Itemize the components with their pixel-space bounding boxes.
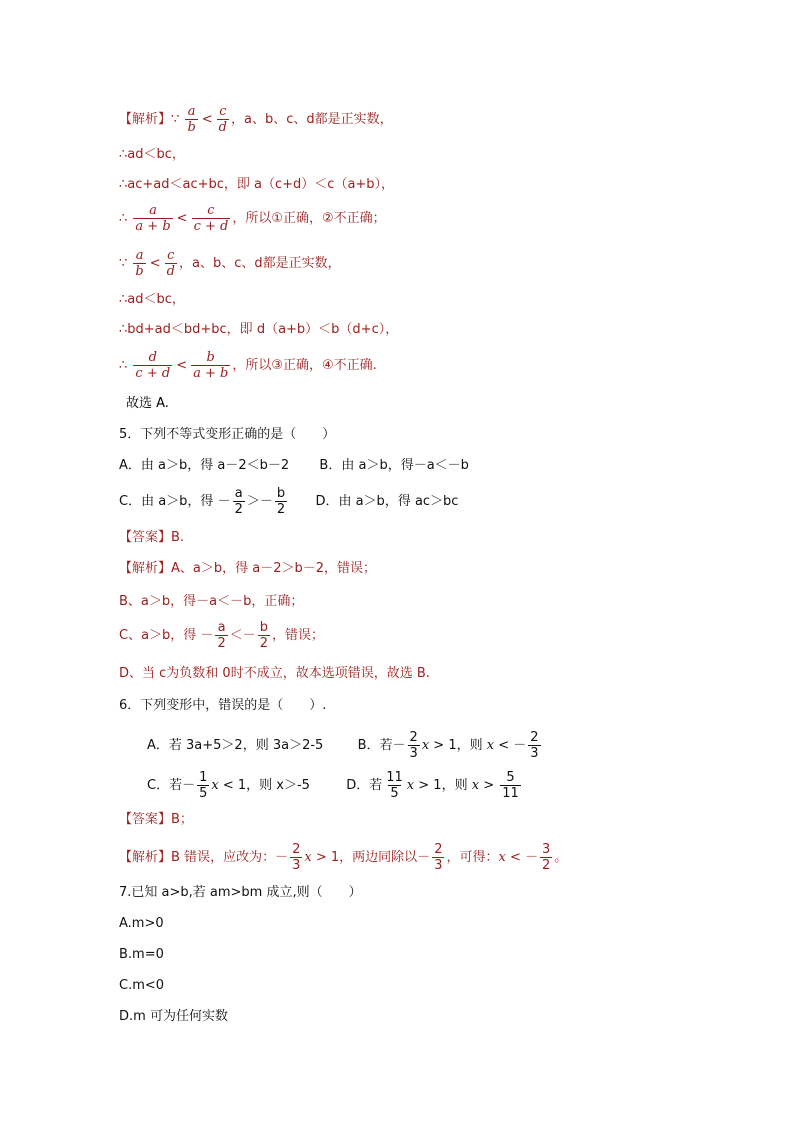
solution-text: ，a、b、c、d都是正实数，	[231, 112, 393, 127]
question-6-options-ab	[147, 730, 543, 761]
question-5-explanation-1	[119, 559, 376, 579]
fraction-a-over-b: $\frac{a}{b}$	[187, 104, 196, 135]
option-c-result: ，则 x＞-5	[246, 778, 310, 793]
option-c-math: － $\frac{1}{5}$ x < 1	[182, 770, 247, 801]
explanation-end: 。	[554, 850, 568, 865]
option-c-label: C．若	[147, 778, 183, 793]
option-b-math: － $\frac{2}{3}$ x > 1	[392, 730, 457, 761]
therefore-symbol: ∴	[119, 358, 128, 373]
fraction-c-over-d: $\frac{c}{d}$	[218, 104, 227, 135]
option-d-label: D．若	[346, 778, 383, 793]
analysis-tag: 【解析】	[119, 561, 172, 576]
because-symbol: ∵	[119, 256, 128, 271]
option-a: A．若 3a+5＞2，则 3a＞2-5	[147, 738, 324, 753]
fraction-c-over-d: $\frac{c}{d}$	[166, 248, 175, 279]
question-6-answer: 【答案】B；	[119, 812, 193, 827]
solution-text: ，所以①正确，②不正确；	[232, 211, 386, 226]
option-b-result: x < － $\frac{2}{3}$	[486, 730, 539, 761]
solution-text: ，所以③正确，④不正确.	[232, 358, 377, 373]
explanation-tail: ，错误；	[272, 628, 325, 643]
option-d: D．由 a＞b，得 ac＞bc	[315, 494, 459, 509]
question-7-option-a: A.m>0	[119, 916, 164, 931]
question-5-answer: 【答案】B.	[119, 530, 185, 545]
solution-line-6: ∴ad＜bc，	[119, 292, 185, 307]
explanation-math-3: x < － $\frac{3}{2}$	[498, 842, 551, 873]
question-6-stem: 6．下列变形中，错误的是（ ）.	[119, 698, 327, 713]
option-d-math: $\frac{11}{5}$ x > 1	[386, 770, 442, 801]
option-d-then: ，则	[441, 778, 468, 793]
question-6-explanation	[119, 842, 567, 873]
fraction-b-over-a-plus-b: $\frac{b}{a + b}$	[193, 350, 229, 381]
option-c-math: － $\frac{a}{2}$ ＞－ $\frac{b}{2}$	[217, 486, 286, 517]
explanation-text: B 错误，应改为：	[171, 850, 276, 865]
solution-line-2: ∴ad＜bc，	[119, 147, 185, 162]
fraction-d-over-c-plus-d: $\frac{d}{c + d}$	[135, 350, 171, 381]
explanation-text: A、a＞b，得 a－2＞b－2，错误；	[171, 561, 377, 576]
question-5-explanation-3	[119, 620, 324, 651]
question-5-explanation-4: D、当 c为负数和 0时不成立，故本选项错误，故选 B.	[119, 666, 430, 681]
explanation-text: ，可得：	[446, 850, 499, 865]
option-b-label: B．若	[357, 738, 393, 753]
question-5-options-cd	[119, 486, 458, 517]
explanation-math-1: － $\frac{2}{3}$ x > 1	[275, 842, 340, 873]
fraction-a-over-b: $\frac{a}{b}$	[135, 248, 144, 279]
fraction-a-over-a-plus-b: $\frac{a}{a + b}$	[135, 203, 171, 234]
explanation-math-2: － $\frac{2}{3}$	[417, 842, 443, 873]
analysis-tag: 【解析】	[119, 112, 172, 127]
option-d-result: x > $\frac{5}{11}$	[471, 770, 519, 801]
solution-line-4: ∴ $\frac{a}{a + b}$ < $\frac{c}{c + d}$ ，所以①正确，②不正确；	[119, 203, 386, 234]
therefore-symbol: ∴	[119, 211, 128, 226]
solution-line-8: ∴ $\frac{d}{c + d}$ < $\frac{b}{a + b}$ ，所以③正确，④不正确.	[119, 350, 377, 381]
analysis-tag: 【解析】	[119, 850, 172, 865]
solution-line-9: 故选 A.	[126, 396, 169, 411]
solution-line-7: ∴bd+ad＜bd+bc，即 d（a+b）＜b（d+c），	[119, 322, 399, 337]
explanation-text: ，两边同除以	[339, 850, 418, 865]
solution-line-5: ∵ $\frac{a}{b}$ < $\frac{c}{d}$ ，a、b、c、d都是正实数，	[119, 248, 341, 279]
option-c-label: C．由 a＞b，得	[119, 494, 214, 509]
option-b-then: ，则	[456, 738, 483, 753]
option-a: A．由 a＞b，得 a－2＜b－2	[119, 458, 290, 473]
explanation-label: C、a＞b，得	[119, 628, 197, 643]
question-7-option-c: C.m<0	[119, 978, 165, 993]
question-7-option-d: D.m 可为任何实数	[119, 1009, 228, 1024]
option-b: B．由 a＞b，得－a＜－b	[319, 458, 469, 473]
explanation-math: － $\frac{a}{2}$ ＜－ $\frac{b}{2}$	[200, 620, 269, 651]
fraction-c-over-c-plus-d: $\frac{c}{c + d}$	[193, 203, 229, 234]
question-5-options-ab	[119, 456, 469, 476]
question-5-explanation-2: B、a＞b，得－a＜－b，正确；	[119, 594, 304, 609]
solution-text: ，a、b、c、d都是正实数，	[178, 256, 341, 271]
question-6-options-cd	[147, 770, 523, 801]
solution-line-3: ∴ac+ad＜ac+bc，即 a（c+d）＜c（a+b），	[119, 177, 395, 192]
question-7-option-b: B.m=0	[119, 947, 164, 962]
solution-line-1: 【解析】∵ $\frac{a}{b}$ < $\frac{c}{d}$ ，a、b、c、d都是正实数，	[119, 104, 393, 135]
because-symbol: ∵	[171, 112, 180, 127]
question-7-stem: 7.已知 a>b,若 am>bm 成立,则（ ）	[119, 885, 362, 900]
question-5-stem: 5．下列不等式变形正确的是（ ）	[119, 427, 336, 442]
